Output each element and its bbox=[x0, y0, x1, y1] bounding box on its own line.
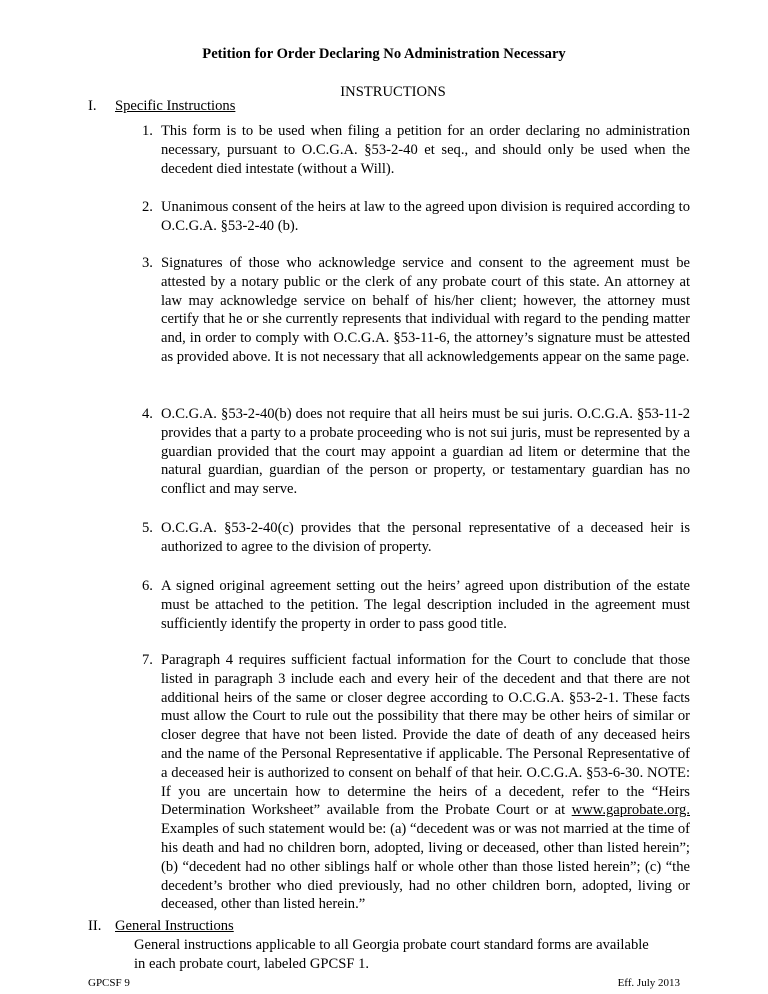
item-number: 2. bbox=[142, 199, 153, 215]
item-text: Signatures of those who acknowledge service and consent to the agreement must be attested by a notary public or the clerk of any probate court of this state. An attorney at law may acknowledge service on behalf of his/her client; however, the attorney must certify that he or she currently represents that individual with regard to the pending matter and, in order to comply with O.C.G.A. §53-11-6, the attorney’s signature must be attested as provided above. It is not necessary that all acknowledgements appear on the same page. bbox=[161, 255, 690, 365]
instructions-heading: INSTRUCTIONS bbox=[340, 84, 446, 100]
section-title: General Instructions bbox=[115, 918, 234, 934]
instruction-item-1 bbox=[142, 122, 690, 178]
section-general-instructions bbox=[88, 917, 658, 936]
section-specific-instructions bbox=[88, 97, 658, 116]
section-heading bbox=[88, 917, 658, 936]
item-number: 3. bbox=[142, 255, 153, 271]
instruction-item-2 bbox=[142, 198, 690, 236]
item-text-after-link: Examples of such statement would be: (a) “decedent was or was not married at the time of his death and had no children born, adopted, living or deceased, other than listed herein”; (b) “decedent had no other siblings half or whole other than those listed herein”; (c) “the decedent’s brother who died previously, had no other children born, adopted, living or deceased, other than listed herein.” bbox=[161, 821, 690, 913]
item-text-before-link: Paragraph 4 requires sufficient factual information for the Court to conclude that those listed in paragraph 3 include each and every heir of the decedent and that there are not additional heirs of the same or closer degree according to O.C.G.A. §53-2-1. These facts must allow the Court to rule out the possibility that there may be other heirs of similar or closer degree that have not been listed. Provide the date of death of any deceased heirs and the name of the Personal Representative if applicable. The Personal Representative of a deceased heir is authorized to consent on behalf of that heir. O.C.G.A. §53-6-30. NOTE: If you are uncertain how to determine the heirs of a decedent, refer to the “Heirs Determination Worksheet” available from the Probate Court or at bbox=[161, 652, 690, 819]
item-text: This form is to be used when filing a petition for an order declaring no administration necessary, pursuant to O.C.G.A. §53-2-40 et seq., and should only be used when the decedent died intestate (without a Will). bbox=[161, 123, 690, 177]
item-text: O.C.G.A. §53-2-40(c) provides that the personal representative of a deceased heir is authorized to agree to the division of property. bbox=[161, 520, 690, 555]
gaprobate-link[interactable]: www.gaprobate.org. bbox=[571, 802, 690, 819]
instruction-item-4 bbox=[142, 405, 690, 499]
section-numeral: II. bbox=[88, 918, 102, 934]
footer-form-code: GPCSF 9 bbox=[88, 977, 130, 989]
item-number: 5. bbox=[142, 520, 153, 536]
instruction-item-5 bbox=[142, 519, 690, 557]
item-number: 4. bbox=[142, 406, 153, 422]
footer-effective-date: Eff. July 2013 bbox=[617, 977, 680, 989]
section-heading bbox=[88, 97, 658, 116]
page-title: Petition for Order Declaring No Administration Necessary bbox=[202, 46, 566, 62]
general-instructions-text: General instructions applicable to all Georgia probate court standard forms are available in each probate court, labeled GPCSF 1. bbox=[134, 937, 649, 972]
item-number: 1. bbox=[142, 123, 153, 139]
section-title: Specific Instructions bbox=[115, 98, 236, 114]
instruction-item-3 bbox=[142, 254, 690, 367]
item-number: 6. bbox=[142, 578, 153, 594]
item-text: Unanimous consent of the heirs at law to the agreed upon division is required according to O.C.G.A. §53-2-40 (b). bbox=[161, 199, 690, 234]
section-numeral: I. bbox=[88, 98, 97, 114]
item-number: 7. bbox=[142, 652, 153, 668]
instruction-item-7 bbox=[142, 651, 690, 914]
item-text: A signed original agreement setting out the heirs’ agreed upon distribution of the estate must be attached to the petition. The legal description included in the agreement must sufficiently identify the property in order to pass good title. bbox=[161, 578, 690, 632]
item-text: O.C.G.A. §53-2-40(b) does not require that all heirs must be sui juris. O.C.G.A. §53-11-2 provides that a party to a probate proceeding who is not sui juris, must be represented by a guardian provided that the court may appoint a guardian ad litem or determine that the natural guardian, guardian of the person or property, or testamentary guardian has no conflict and may serve. bbox=[161, 406, 690, 498]
instruction-item-6 bbox=[142, 577, 690, 633]
